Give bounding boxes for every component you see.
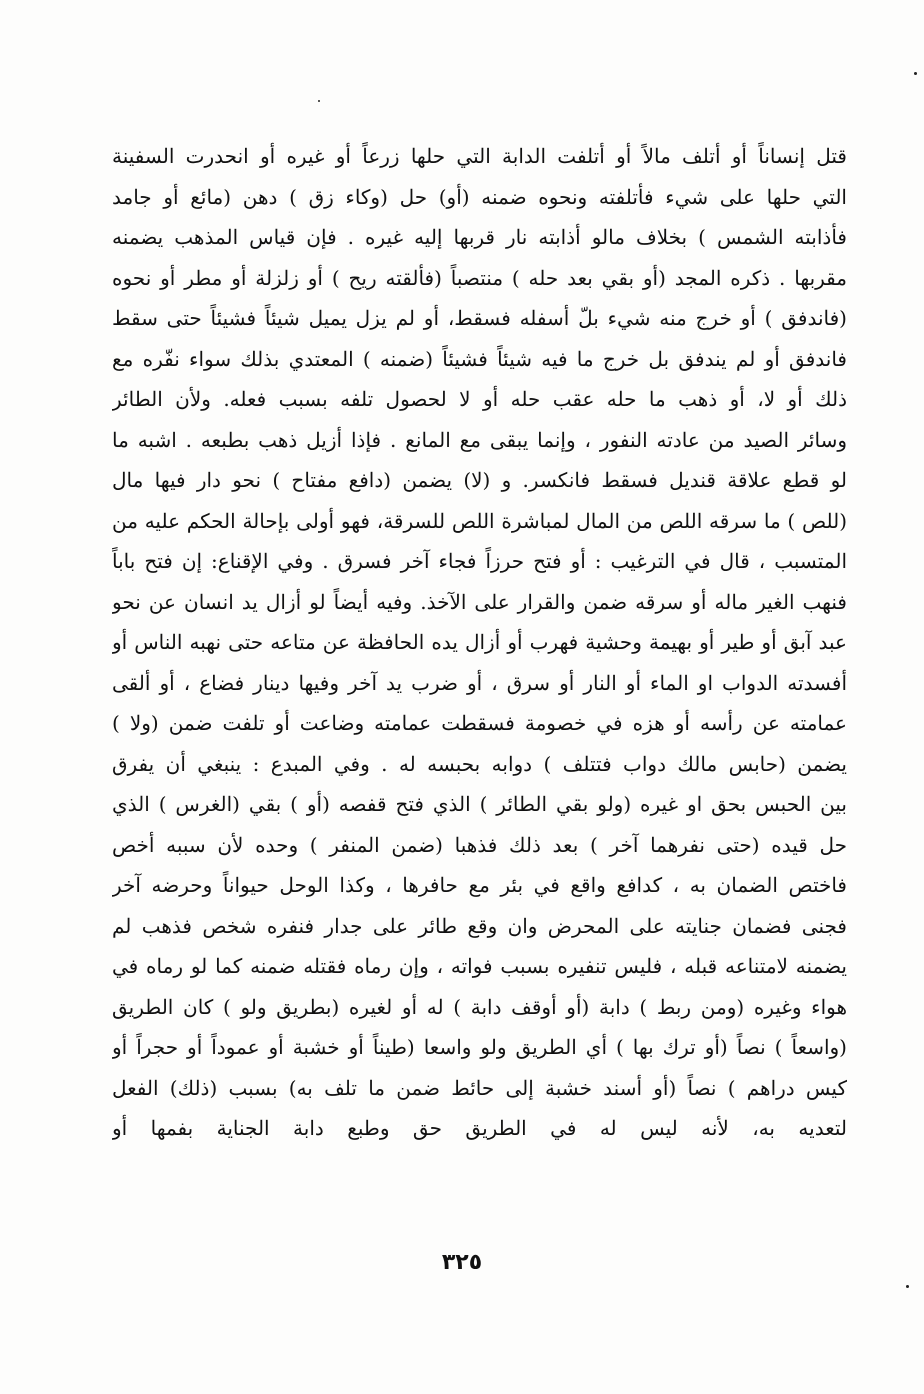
text-line: فنهب الغير ماله أو سرقه ضمن والقرار على الآخذ. وفيه أيضاً لو أزال يد انسان عن نحو [112,589,847,614]
text-line: يضمن (حابس مالك دواب فتتلف ) دوابه بحبسه له . وفي المبدع : ينبغي أن يفرق [112,751,847,776]
text-line: عمامته عن رأسه أو هزه في خصومة فسقطت عمامته وضاعت أو تلفت ضمن (ولا ) [112,711,847,735]
scan-speck [906,1285,909,1288]
body-text [112,136,847,1149]
text-line: كيس دراهم ) نصاً (أو أسند خشبة إلى حائط ضمن ما تلف به) بسبب (ذلك) الفعل [112,1075,847,1100]
text-line: (فاندفق ) أو خرج منه شيء بلّ أسفله فسقط، أو لم يزل يميل شيئاً فشيئاً حتى سقط [112,306,847,330]
text-line: (واسعاً ) نصاً (أو ترك بها ) أي الطريق ولو واسعا (طيناً أو خشبة أو عموداً أو حجراً أو [112,1035,847,1059]
text-line: قتل إنساناً أو أتلف مالاً أو أتلفت الدابة التي حلها زرعاً أو غيره أو انحدرت السفينة [112,144,847,168]
text-line: لو قطع علاقة قنديل فسقط فانكسر. و (لا) يضمن (دافع مفتاح ) نحو دار فيها مال [112,468,847,492]
text-line: فاختص الضمان به ، كدافع واقع في بئر مع حافرها ، وكذا الوحل حيواناً وحرضه آخر [112,873,847,897]
text-line: عبد آبق أو طير أو بهيمة وحشية فهرب أو أزال يده الحافظة عن متاعه حتى نهبه الناس أو [112,630,847,654]
text-line: التي حلها على شيء فأتلفته ونحوه ضمنه (أو) حل (وكاء زق ) دهن (مائع أو جامد [112,184,847,209]
text-line: وسائر الصيد من عادته النفور ، وإنما يبقى مع المانع . فإذا أزيل ذهب بطبعه . اشبه ما [112,427,847,452]
text-line: بين الحبس بحق او غيره (ولو بقي الطائر ) الذي فتح قفصه (أو ) بقي (الغرس ) الذي [112,792,847,816]
text-line: فجنى فضمان جنايته على المحرض وان وقع طائر على جدار فنفره شخص فذهب لم [112,913,847,938]
text-line: لتعديه به، لأنه ليس له في الطريق حق وطبع دابة الجناية بفمها أو [112,1116,847,1140]
scan-speck [318,100,320,102]
text-line: مقربها . ذكره المجد (أو بقي بعد حله ) منتصباً (فألقته ريح ) أو زلزلة أو مطر أو نحوه [112,265,847,290]
text-line: يضمنه لامتناعه قبله ، فليس تنفيره بسبب فواته ، وإن رماه فقتله ضمنه كما لو رماه في [112,954,847,978]
page-number: ٣٢٥ [441,1250,483,1275]
text-line: (للص ) ما سرقه اللص من المال لمباشرة اللص للسرقة، فهو أولى بإحالة الحكم عليه من [112,508,847,533]
text-line: هواء وغيره (ومن ربط ) دابة (أو أوقف دابة ) له أو لغيره (بطريق ولو ) كان الطريق [112,994,847,1019]
text-line: أفسدته الدواب او الماء أو النار أو سرق ، أو ضرب يد آخر وفيها دينار فضاع ، أو ألقى [112,670,847,695]
scan-speck [914,72,917,75]
text-line: حل قيده (حتى نفرهما آخر ) بعد ذلك فذهبا (ضمن المنفر ) وحده لأن سببه أخص [112,832,847,857]
text-line: فأذابته الشمس ) بخلاف مالو أذابته نار قربها إليه غيره . فإن قياس المذهب يضمنه [112,225,847,249]
text-line: ذلك أو لا، أو ذهب ما حله عقب حله أو لا لحصول تلفه بسبب فعله. ولأن الطائر [112,387,847,411]
text-line: فاندفق أو لم يندفق بل خرج ما فيه شيئاً فشيئاً (ضمنه ) المعتدي بذلك سواء نفّره مع [112,346,847,371]
text-line: المتسبب ، قال في الترغيب : أو فتح حرزاً فجاء آخر فسرق . وفي الإقناع: إن فتح باباً [112,549,847,573]
